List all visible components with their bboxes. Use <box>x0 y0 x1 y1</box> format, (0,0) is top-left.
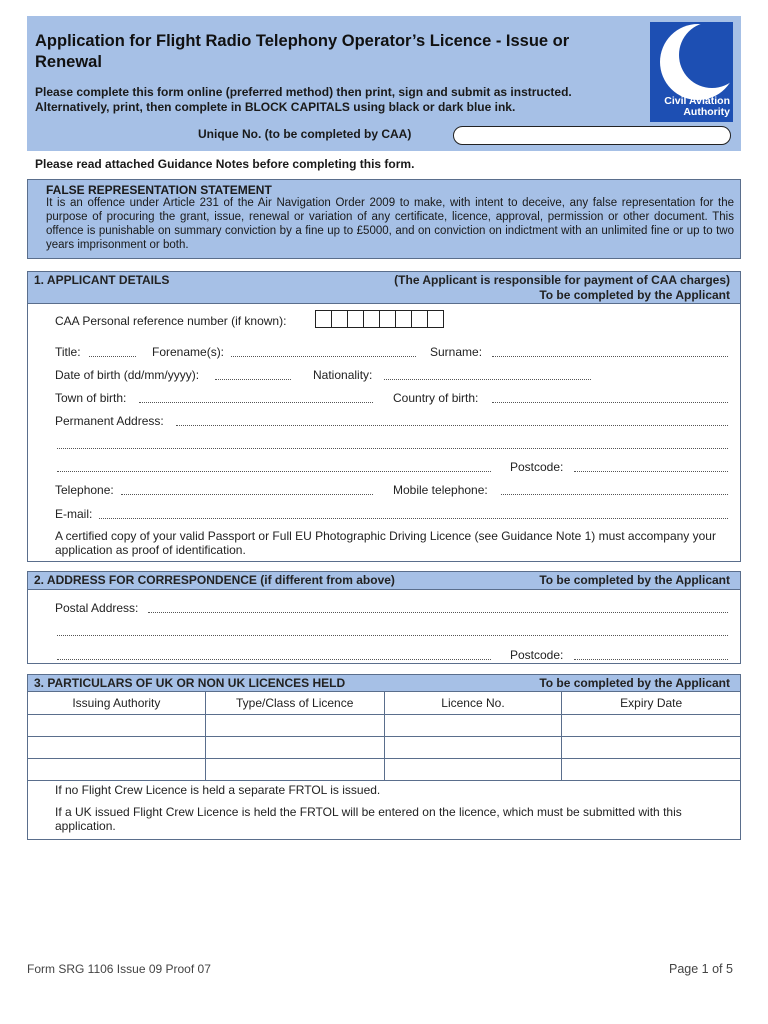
table-cell[interactable] <box>205 759 384 781</box>
postal-line-1-field[interactable] <box>148 612 728 613</box>
caa-logo <box>650 22 733 122</box>
dob-field[interactable] <box>215 379 291 380</box>
town-of-birth-field[interactable] <box>139 402 373 403</box>
instruction-line-1: Please complete this form online (preferred method) then print, sign and submit as instructed. <box>35 85 572 99</box>
false-representation-body: It is an offence under Article 231 of the Air Navigation Order 2009 to make, with intent to deceive, any false representation for the purpose of procuring the grant, issue, renewal or variation of any certificate, licence, approval, permission or other document. This offence is punishable on summary conviction by a fine up to £5000, and on conviction on indictment with an unlimited fine or up to two years imprisonment or both. <box>46 197 734 251</box>
section-2-header <box>27 571 741 590</box>
col-expiry-date: Expiry Date <box>562 692 741 715</box>
table-header-row <box>28 692 741 715</box>
country-of-birth-field[interactable] <box>492 402 728 403</box>
ref-digit-box[interactable] <box>363 310 380 328</box>
nationality-field[interactable] <box>384 379 591 380</box>
table-cell[interactable] <box>384 737 562 759</box>
section-3-title: 3. PARTICULARS OF UK OR NON UK LICENCES HELD <box>34 676 346 690</box>
ref-digit-box[interactable] <box>347 310 364 328</box>
table-cell[interactable] <box>384 715 562 737</box>
section-1-completed-by: To be completed by the Applicant <box>539 288 730 302</box>
frtol-note-2: If a UK issued Flight Crew Licence is held the FRTOL will be entered on the licence, which must be submitted with this application. <box>55 805 682 833</box>
table-row <box>28 759 741 781</box>
surname-label: Surname: <box>430 345 483 359</box>
unique-no-input[interactable] <box>453 126 731 145</box>
table-cell[interactable] <box>28 759 206 781</box>
section-2-title: 2. ADDRESS FOR CORRESPONDENCE (if different from above) <box>34 573 395 587</box>
address-line-3-field[interactable] <box>57 471 491 472</box>
ref-digit-box[interactable] <box>411 310 428 328</box>
postal-line-3-field[interactable] <box>57 659 491 660</box>
ref-number-label: CAA Personal reference number (if known): <box>55 314 287 328</box>
nationality-label: Nationality: <box>313 368 373 382</box>
town-of-birth-label: Town of birth: <box>55 391 127 405</box>
permanent-address-label: Permanent Address: <box>55 414 164 428</box>
frtol-note-1: If no Flight Crew Licence is held a separate FRTOL is issued. <box>55 783 381 797</box>
email-label: E-mail: <box>55 507 93 521</box>
table-cell[interactable] <box>562 715 741 737</box>
ref-digit-box[interactable] <box>427 310 444 328</box>
logo-text: Civil Aviation Authority <box>664 95 730 118</box>
table-cell[interactable] <box>28 715 206 737</box>
ref-digit-box[interactable] <box>395 310 412 328</box>
section-1-charges-note: (The Applicant is responsible for payment of CAA charges) <box>394 273 730 287</box>
ref-digit-box[interactable] <box>315 310 332 328</box>
false-representation-title: FALSE REPRESENTATION STATEMENT <box>46 183 272 197</box>
forename-label: Forename(s): <box>152 345 225 359</box>
table-cell[interactable] <box>562 759 741 781</box>
postal-postcode-field[interactable] <box>574 659 728 660</box>
id-proof-note: A certified copy of your valid Passport or Full EU Photographic Driving Licence (see Guidance Note 1) must accompany your application as proof of identification. <box>55 529 716 557</box>
postal-address-label: Postal Address: <box>55 601 139 615</box>
table-cell[interactable] <box>205 737 384 759</box>
page-number: Page 1 of 5 <box>669 962 733 976</box>
section-1-title: 1. APPLICANT DETAILS <box>34 273 170 287</box>
ref-number-boxes[interactable] <box>315 310 444 328</box>
postcode-field[interactable] <box>574 471 728 472</box>
guidance-notice: Please read attached Guidance Notes before completing this form. <box>35 157 415 171</box>
col-licence-no: Licence No. <box>384 692 562 715</box>
email-field[interactable] <box>99 518 728 519</box>
table-cell[interactable] <box>28 737 206 759</box>
title-field[interactable] <box>89 356 136 357</box>
dob-label: Date of birth (dd/mm/yyyy): <box>55 368 200 382</box>
licences-table <box>27 691 741 781</box>
section-3-header <box>27 674 741 692</box>
postal-postcode-label: Postcode: <box>510 648 564 662</box>
form-id: Form SRG 1106 Issue 09 Proof 07 <box>27 962 211 976</box>
postal-line-2-field[interactable] <box>57 635 728 636</box>
table-cell[interactable] <box>384 759 562 781</box>
instruction-line-2: Alternatively, print, then complete in BLOCK CAPITALS using black or dark blue ink. <box>35 99 516 114</box>
telephone-label: Telephone: <box>55 483 114 497</box>
section-3-completed-by: To be completed by the Applicant <box>539 676 730 690</box>
surname-field[interactable] <box>492 356 728 357</box>
address-line-2-field[interactable] <box>57 448 728 449</box>
ref-digit-box[interactable] <box>379 310 396 328</box>
telephone-field[interactable] <box>121 494 373 495</box>
table-cell[interactable] <box>562 737 741 759</box>
forename-field[interactable] <box>231 356 416 357</box>
country-of-birth-label: Country of birth: <box>393 391 479 405</box>
mobile-field[interactable] <box>501 494 728 495</box>
table-cell[interactable] <box>205 715 384 737</box>
mobile-label: Mobile telephone: <box>393 483 488 497</box>
col-type-class: Type/Class of Licence <box>205 692 384 715</box>
section-1-header <box>27 271 741 304</box>
section-1-body <box>27 304 741 562</box>
postcode-label: Postcode: <box>510 460 564 474</box>
table-row <box>28 715 741 737</box>
col-issuing-authority: Issuing Authority <box>28 692 206 715</box>
section-2-completed-by: To be completed by the Applicant <box>539 573 730 587</box>
form-instructions <box>35 85 635 114</box>
title-label: Title: <box>55 345 81 359</box>
form-title: Application for Flight Radio Telephony Operator’s Licence - Issue or Renewal <box>35 32 570 71</box>
unique-no-label: Unique No. (to be completed by CAA) <box>198 127 412 141</box>
table-row <box>28 737 741 759</box>
address-line-1-field[interactable] <box>176 425 728 426</box>
ref-digit-box[interactable] <box>331 310 348 328</box>
